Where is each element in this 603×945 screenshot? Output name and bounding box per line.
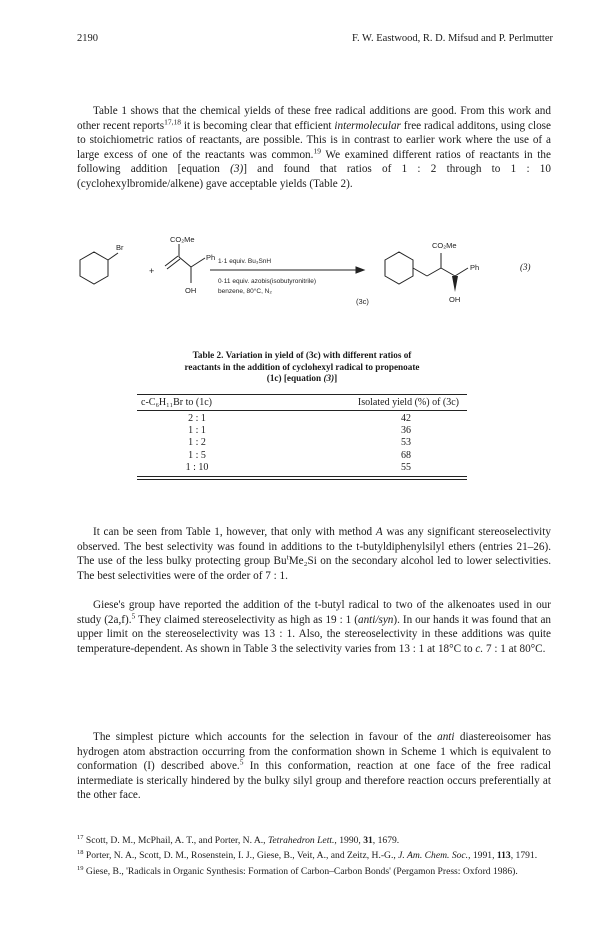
reagent-stannane: 1·1 equiv. Bu₃SnH xyxy=(218,258,272,265)
caption-line: Table 2. Variation in yield of (3c) with different ratios of xyxy=(192,350,412,360)
page-number: 2190 xyxy=(77,33,98,44)
bromine-label: Br xyxy=(116,243,124,252)
phenyl-label: Ph xyxy=(206,253,216,262)
ester-label: CO₂Me xyxy=(170,236,195,244)
table-header xyxy=(137,395,467,410)
table-row: 1 : 1 36 xyxy=(188,425,411,437)
hydroxyl-label: OH xyxy=(185,286,197,295)
arrow-head xyxy=(356,267,364,273)
caption-line: (1c) [equation (3)] xyxy=(266,373,338,383)
equation-ref: (3) xyxy=(230,163,244,176)
reference-mark: 5 xyxy=(239,757,244,767)
footnote-18: $^{18}$ Porter, N. A., Scott, D. M., Rosenstein, I. J., Giese, B., Veit, A., and Zeitz, H.-G., J. Am. Chem. Soc., 1991, 113, 1791. xyxy=(77,849,538,862)
paragraph-2: It can be seen from Table 1, however, that only with method A was any significant stereoselectivity observed. The best selectivity was found in additions to the t-butyldiphenylsilyl ethers (entries 21–26). The use of the less bulky protecting group Bu$^t$Me₂Si on the secondary alcohol led to lower selectivities. The best selectivities were of the order of 7 : 1. xyxy=(77,526,551,582)
footnote-17: $^{17}$ Scott, D. M., McPhail, A. T., and Porter, N. A., Tetrahedron Lett., 1990, 31, 1679. xyxy=(77,834,400,847)
equation-number: (3) xyxy=(520,262,531,272)
table-row: 1 : 2 53 xyxy=(188,437,411,449)
running-head xyxy=(77,33,553,47)
alkene-bond xyxy=(165,256,178,266)
product-hydroxyl-label: OH xyxy=(449,295,461,304)
method-label: A xyxy=(375,526,383,538)
table-bottom-rule xyxy=(137,476,467,480)
reference-mark: 17,18 xyxy=(164,116,181,126)
cyclohexane-ring-product xyxy=(385,252,413,284)
plus-sign: + xyxy=(149,266,155,276)
italic-term: intermolecular xyxy=(334,119,401,132)
table-row: 1 : 10 55 xyxy=(185,461,411,473)
product-compound-label: (3c) xyxy=(356,297,369,306)
paragraph-3: Giese's group have reported the addition of the t-butyl radical to two of the alkenoates used in our study (2a,f).$^5$ They claimed stereoselectivity as high as 19 : 1 (anti/syn). In our hands it was found that an upper limit on the stereoselectivity was 13 : 1. Also, the stereoselectivity in these additions was quite temperature-dependent. As shown in Table 3 the selectivity varies from 13 : 1 at 18°C to c. 7 : 1 at 80°C. xyxy=(77,599,552,655)
product-ester-label: CO₂Me xyxy=(432,241,457,250)
cyclohexane-ring-reactant xyxy=(80,252,108,284)
paragraph-4: The simplest picture which accounts for the selection in favour of the anti diastereoisomer has hydrogen atom abstraction occurring from the conformation shown in Scheme 1 which is equivalent to conformation (I) described above.$^5$ In this conformation, reaction at one face of the free radical intermediate is sterically hindered by the bulky silyl group and therefore reaction occurs preferentially at the other face. xyxy=(77,731,551,802)
text-run: Table 1 shows that the chemical yields of these free radical additions are good. From this work and other recent reports xyxy=(77,105,551,132)
caption-line: reactants in the addition of cyclohexyl radical to propenoate xyxy=(184,361,420,372)
table-body xyxy=(137,411,467,476)
reaction-conditions: benzene, 80°C, N₂ xyxy=(218,288,272,295)
table-row: 2 : 1 42 xyxy=(188,413,411,424)
column-header-yield: Isolated yield (%) of (3c) xyxy=(357,397,459,408)
wedge-bond xyxy=(452,276,458,292)
table-2-caption xyxy=(137,350,467,385)
reaction-scheme xyxy=(60,236,560,326)
footnotes xyxy=(77,832,551,878)
reagent-initiator: 0·11 equiv. azobis(isobutyronitrile) xyxy=(218,278,317,285)
table-row: 1 : 5 68 xyxy=(188,449,411,461)
text-run: free radical additons, using close to stoichiometric ratios of reactants, are possible. This is in contrast to earlier work where the use of a large excess of one of the reactants was common. xyxy=(77,119,551,161)
table-2 xyxy=(137,394,467,480)
footnote-19: $^{19}$ Giese, B., 'Radicals in Organic Synthesis: Formation of Carbon–Carbon Bonds' (Pergamon Press: Oxford 1986). xyxy=(77,864,518,877)
author-line: F. W. Eastwood, R. D. Mifsud and P. Perlmutter xyxy=(352,33,553,44)
c-br-bond xyxy=(108,253,118,260)
reference-mark: 19 xyxy=(313,146,321,156)
text-run: We examined different ratios of reactants in the following addition [equation xyxy=(77,148,551,176)
text-run: ] and found that ratios of 1 : 2 through to 1 : 10 (cyclohexylbromide/alkene) gave acceptable yields (Table 2). xyxy=(77,163,551,190)
column-header-ratio: c-C₆H₁₁Br to (1c) xyxy=(141,397,212,408)
product-phenyl-label: Ph xyxy=(470,263,480,272)
reference-mark: 5 xyxy=(131,610,136,620)
text-run: it is becoming clear that efficient xyxy=(180,119,335,132)
paragraph-1 xyxy=(77,104,551,192)
